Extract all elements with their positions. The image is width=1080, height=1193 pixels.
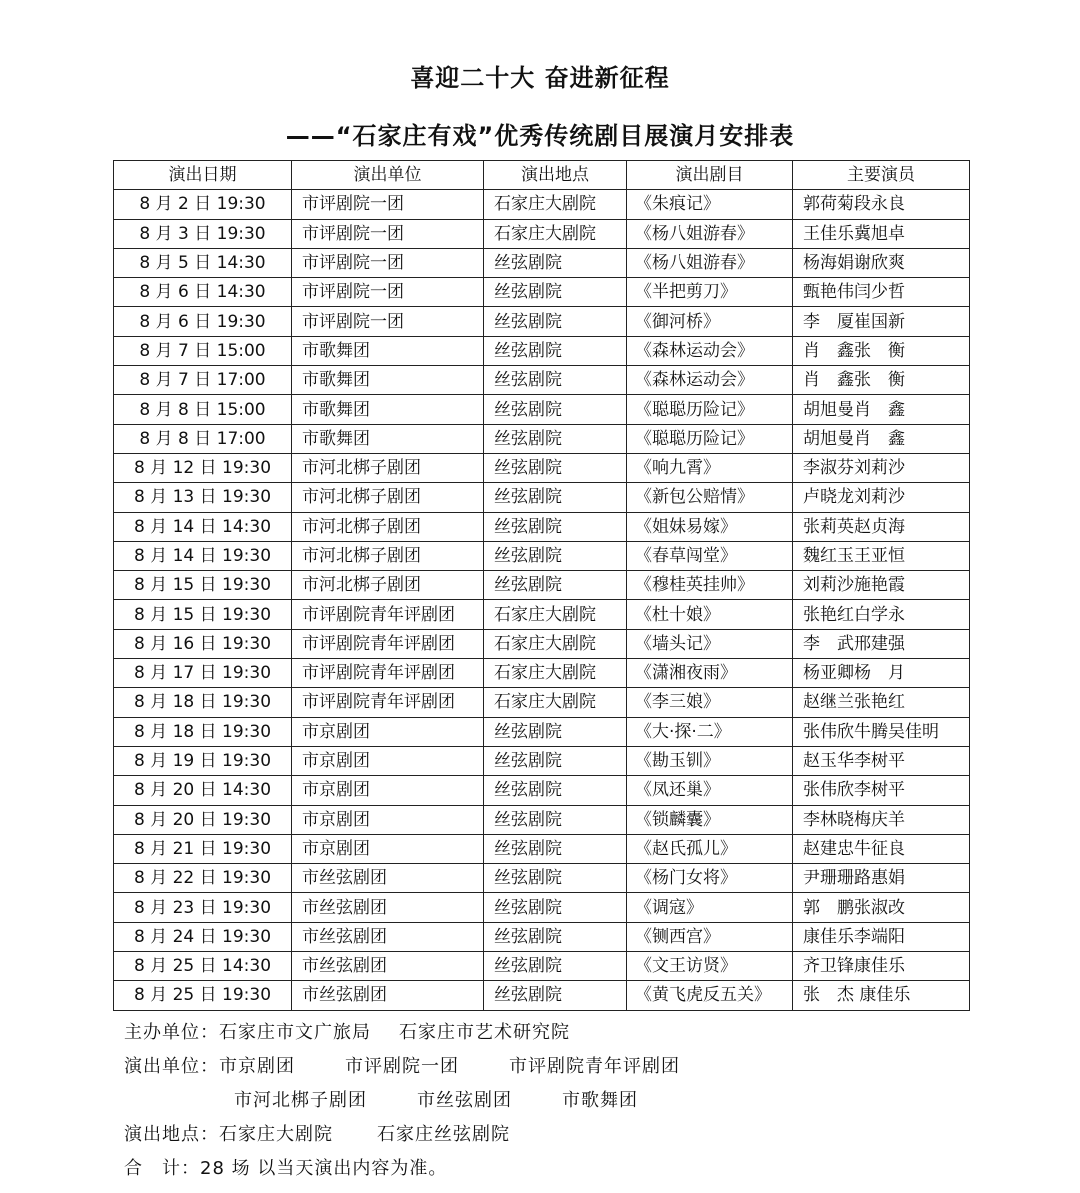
cell-actors: 胡旭曼肖 鑫: [793, 424, 970, 453]
cell-actors: 张伟欣牛腾吴佳明: [793, 717, 970, 746]
cell-actors: 魏红玉王亚恒: [793, 541, 970, 570]
cell-play: 《响九霄》: [627, 453, 793, 482]
cell-actors: 赵玉华李树平: [793, 746, 970, 775]
cell-play: 《锁麟囊》: [627, 805, 793, 834]
cell-venue: 丝弦剧院: [484, 541, 627, 570]
cell-actors: 甄艳伟闫少哲: [793, 278, 970, 307]
cell-venue: 丝弦剧院: [484, 952, 627, 981]
performers-label: 演出单位：: [124, 1056, 219, 1077]
table-row: [114, 981, 970, 1010]
cell-date: 8 月 3 日 19:30: [114, 219, 292, 248]
cell-unit: 市河北梆子剧团: [292, 541, 484, 570]
cell-play: 《黄飞虎反五关》: [627, 981, 793, 1010]
cell-venue: 丝弦剧院: [484, 278, 627, 307]
table-row: [114, 659, 970, 688]
cell-venue: 丝弦剧院: [484, 512, 627, 541]
table-row: [114, 219, 970, 248]
cell-play: 《赵氏孤儿》: [627, 834, 793, 863]
cell-date: 8 月 14 日 14:30: [114, 512, 292, 541]
cell-actors: 杨海娟谢欣爽: [793, 248, 970, 277]
cell-actors: 齐卫锋康佳乐: [793, 952, 970, 981]
schedule-body: [114, 190, 970, 1010]
cell-unit: 市丝弦剧团: [292, 864, 484, 893]
table-row: [114, 512, 970, 541]
cell-unit: 市京剧团: [292, 805, 484, 834]
header-play: 演出剧目: [627, 161, 793, 190]
cell-date: 8 月 15 日 19:30: [114, 600, 292, 629]
cell-play: 《御河桥》: [627, 307, 793, 336]
cell-venue: 丝弦剧院: [484, 571, 627, 600]
performer-4: 市河北梆子剧团: [234, 1090, 367, 1111]
cell-unit: 市歌舞团: [292, 395, 484, 424]
cell-unit: 市评剧院青年评剧团: [292, 600, 484, 629]
cell-date: 8 月 15 日 19:30: [114, 571, 292, 600]
cell-venue: 丝弦剧院: [484, 366, 627, 395]
cell-play: 《大·探·二》: [627, 717, 793, 746]
cell-date: 8 月 6 日 19:30: [114, 307, 292, 336]
cell-unit: 市京剧团: [292, 717, 484, 746]
table-row: [114, 248, 970, 277]
cell-actors: 张 杰 康佳乐: [793, 981, 970, 1010]
cell-venue: 石家庄大剧院: [484, 629, 627, 658]
cell-unit: 市丝弦剧团: [292, 893, 484, 922]
table-row: [114, 600, 970, 629]
cell-date: 8 月 16 日 19:30: [114, 629, 292, 658]
total-text: 28 场 以当天演出内容为准。: [200, 1158, 448, 1179]
performers-line-2: [124, 1084, 680, 1118]
table-row: [114, 366, 970, 395]
cell-unit: 市京剧团: [292, 776, 484, 805]
table-row: [114, 805, 970, 834]
table-row: [114, 190, 970, 219]
cell-play: 《朱痕记》: [627, 190, 793, 219]
cell-play: 《杨八姐游春》: [627, 248, 793, 277]
organizer-2: 石家庄市艺术研究院: [399, 1022, 570, 1043]
cell-venue: 丝弦剧院: [484, 395, 627, 424]
page-title: 喜迎二十大 奋进新征程: [410, 64, 670, 92]
cell-date: 8 月 12 日 19:30: [114, 453, 292, 482]
cell-unit: 市评剧院青年评剧团: [292, 688, 484, 717]
cell-play: 《杜十娘》: [627, 600, 793, 629]
cell-actors: 郭 鹏张淑改: [793, 893, 970, 922]
table-row: [114, 483, 970, 512]
cell-play: 《墙头记》: [627, 629, 793, 658]
cell-play: 《杨门女将》: [627, 864, 793, 893]
cell-unit: 市河北梆子剧团: [292, 571, 484, 600]
cell-play: 《半把剪刀》: [627, 278, 793, 307]
table-row: [114, 424, 970, 453]
cell-play: 《勘玉钏》: [627, 746, 793, 775]
cell-date: 8 月 18 日 19:30: [114, 717, 292, 746]
table-header-row: [114, 161, 970, 190]
cell-venue: 丝弦剧院: [484, 776, 627, 805]
cell-venue: 丝弦剧院: [484, 248, 627, 277]
venues-label: 演出地点：: [124, 1124, 219, 1145]
cell-venue: 丝弦剧院: [484, 834, 627, 863]
performer-6: 市歌舞团: [562, 1090, 638, 1111]
cell-date: 8 月 24 日 19:30: [114, 922, 292, 951]
cell-date: 8 月 17 日 19:30: [114, 659, 292, 688]
cell-date: 8 月 21 日 19:30: [114, 834, 292, 863]
cell-play: 《聪聪历险记》: [627, 395, 793, 424]
cell-unit: 市评剧院一团: [292, 248, 484, 277]
cell-play: 《杨八姐游春》: [627, 219, 793, 248]
cell-unit: 市京剧团: [292, 834, 484, 863]
cell-unit: 市评剧院一团: [292, 190, 484, 219]
cell-venue: 丝弦剧院: [484, 922, 627, 951]
cell-play: 《李三娘》: [627, 688, 793, 717]
cell-venue: 丝弦剧院: [484, 424, 627, 453]
schedule-table: [113, 160, 970, 1011]
header-venue: 演出地点: [484, 161, 627, 190]
organizer-label: 主办单位：: [124, 1022, 219, 1043]
table-row: [114, 864, 970, 893]
cell-actors: 肖 鑫张 衡: [793, 366, 970, 395]
performers-line-1: [124, 1050, 680, 1084]
cell-date: 8 月 19 日 19:30: [114, 746, 292, 775]
table-row: [114, 453, 970, 482]
table-row: [114, 541, 970, 570]
cell-play: 《调寇》: [627, 893, 793, 922]
cell-unit: 市河北梆子剧团: [292, 512, 484, 541]
cell-unit: 市丝弦剧团: [292, 922, 484, 951]
cell-date: 8 月 13 日 19:30: [114, 483, 292, 512]
cell-date: 8 月 25 日 19:30: [114, 981, 292, 1010]
venue-2: 石家庄丝弦剧院: [377, 1124, 510, 1145]
cell-venue: 丝弦剧院: [484, 336, 627, 365]
cell-venue: 石家庄大剧院: [484, 190, 627, 219]
table-row: [114, 776, 970, 805]
table-row: [114, 307, 970, 336]
table-row: [114, 746, 970, 775]
cell-play: 《铡西宫》: [627, 922, 793, 951]
cell-play: 《姐妹易嫁》: [627, 512, 793, 541]
cell-date: 8 月 20 日 19:30: [114, 805, 292, 834]
cell-unit: 市评剧院青年评剧团: [292, 659, 484, 688]
venue-1: 石家庄大剧院: [219, 1124, 333, 1145]
cell-actors: 张艳红白学永: [793, 600, 970, 629]
cell-venue: 丝弦剧院: [484, 864, 627, 893]
cell-unit: 市丝弦剧团: [292, 981, 484, 1010]
table-row: [114, 278, 970, 307]
venues-line: [124, 1118, 680, 1152]
cell-play: 《森林运动会》: [627, 366, 793, 395]
table-row: [114, 922, 970, 951]
cell-date: 8 月 22 日 19:30: [114, 864, 292, 893]
cell-venue: 石家庄大剧院: [484, 600, 627, 629]
cell-actors: 杨亚卿杨 月: [793, 659, 970, 688]
table-row: [114, 688, 970, 717]
cell-unit: 市河北梆子剧团: [292, 483, 484, 512]
table-row: [114, 571, 970, 600]
cell-venue: 丝弦剧院: [484, 717, 627, 746]
cell-date: 8 月 20 日 14:30: [114, 776, 292, 805]
cell-unit: 市评剧院一团: [292, 219, 484, 248]
header-date: 演出日期: [114, 161, 292, 190]
cell-play: 《凤还巢》: [627, 776, 793, 805]
cell-play: 《穆桂英挂帅》: [627, 571, 793, 600]
cell-date: 8 月 6 日 14:30: [114, 278, 292, 307]
performer-3: 市评剧院青年评剧团: [509, 1056, 680, 1077]
table-row: [114, 629, 970, 658]
header-actors: 主要演员: [793, 161, 970, 190]
total-label: 合 计：: [124, 1158, 200, 1179]
organizer-line: [124, 1016, 680, 1050]
cell-date: 8 月 8 日 17:00: [114, 424, 292, 453]
cell-actors: 李 武邢建强: [793, 629, 970, 658]
cell-play: 《森林运动会》: [627, 336, 793, 365]
table-row: [114, 336, 970, 365]
cell-unit: 市京剧团: [292, 746, 484, 775]
cell-actors: 尹珊珊路惠娟: [793, 864, 970, 893]
cell-venue: 石家庄大剧院: [484, 219, 627, 248]
performer-2: 市评剧院一团: [345, 1056, 459, 1077]
cell-play: 《新包公赔情》: [627, 483, 793, 512]
cell-venue: 丝弦剧院: [484, 981, 627, 1010]
cell-unit: 市歌舞团: [292, 424, 484, 453]
cell-actors: 王佳乐冀旭卓: [793, 219, 970, 248]
cell-unit: 市歌舞团: [292, 366, 484, 395]
cell-unit: 市歌舞团: [292, 336, 484, 365]
cell-actors: 李林晓梅庆羊: [793, 805, 970, 834]
page-subtitle: ——“石家庄有戏”优秀传统剧目展演月安排表: [285, 122, 795, 150]
table-row: [114, 834, 970, 863]
cell-date: 8 月 7 日 15:00: [114, 336, 292, 365]
cell-venue: 石家庄大剧院: [484, 688, 627, 717]
cell-play: 《潇湘夜雨》: [627, 659, 793, 688]
cell-venue: 丝弦剧院: [484, 893, 627, 922]
cell-venue: 丝弦剧院: [484, 453, 627, 482]
cell-actors: 张莉英赵贞海: [793, 512, 970, 541]
cell-actors: 张伟欣李树平: [793, 776, 970, 805]
cell-date: 8 月 14 日 19:30: [114, 541, 292, 570]
cell-play: 《文王访贤》: [627, 952, 793, 981]
table-row: [114, 893, 970, 922]
cell-date: 8 月 25 日 14:30: [114, 952, 292, 981]
cell-venue: 丝弦剧院: [484, 746, 627, 775]
cell-actors: 刘莉沙施艳霞: [793, 571, 970, 600]
cell-actors: 李 厦崔国新: [793, 307, 970, 336]
cell-date: 8 月 2 日 19:30: [114, 190, 292, 219]
cell-unit: 市评剧院一团: [292, 307, 484, 336]
cell-date: 8 月 8 日 15:00: [114, 395, 292, 424]
table-row: [114, 395, 970, 424]
notes-section: [124, 1016, 680, 1186]
cell-actors: 康佳乐李端阳: [793, 922, 970, 951]
table-row: [114, 952, 970, 981]
cell-actors: 赵建忠牛征良: [793, 834, 970, 863]
cell-actors: 卢晓龙刘莉沙: [793, 483, 970, 512]
cell-date: 8 月 18 日 19:30: [114, 688, 292, 717]
header-unit: 演出单位: [292, 161, 484, 190]
cell-play: 《春草闯堂》: [627, 541, 793, 570]
performer-5: 市丝弦剧团: [417, 1090, 512, 1111]
total-line: [124, 1152, 680, 1186]
cell-venue: 丝弦剧院: [484, 805, 627, 834]
cell-play: 《聪聪历险记》: [627, 424, 793, 453]
cell-venue: 丝弦剧院: [484, 307, 627, 336]
table-row: [114, 717, 970, 746]
cell-date: 8 月 5 日 14:30: [114, 248, 292, 277]
cell-unit: 市评剧院青年评剧团: [292, 629, 484, 658]
cell-date: 8 月 7 日 17:00: [114, 366, 292, 395]
cell-date: 8 月 23 日 19:30: [114, 893, 292, 922]
cell-venue: 丝弦剧院: [484, 483, 627, 512]
cell-actors: 赵继兰张艳红: [793, 688, 970, 717]
performer-1: 市京剧团: [219, 1056, 295, 1077]
cell-actors: 郭荷菊段永良: [793, 190, 970, 219]
cell-unit: 市丝弦剧团: [292, 952, 484, 981]
cell-actors: 胡旭曼肖 鑫: [793, 395, 970, 424]
cell-unit: 市评剧院一团: [292, 278, 484, 307]
cell-venue: 石家庄大剧院: [484, 659, 627, 688]
cell-actors: 肖 鑫张 衡: [793, 336, 970, 365]
cell-actors: 李淑芬刘莉沙: [793, 453, 970, 482]
organizer-1: 石家庄市文广旅局: [219, 1022, 371, 1043]
cell-unit: 市河北梆子剧团: [292, 453, 484, 482]
